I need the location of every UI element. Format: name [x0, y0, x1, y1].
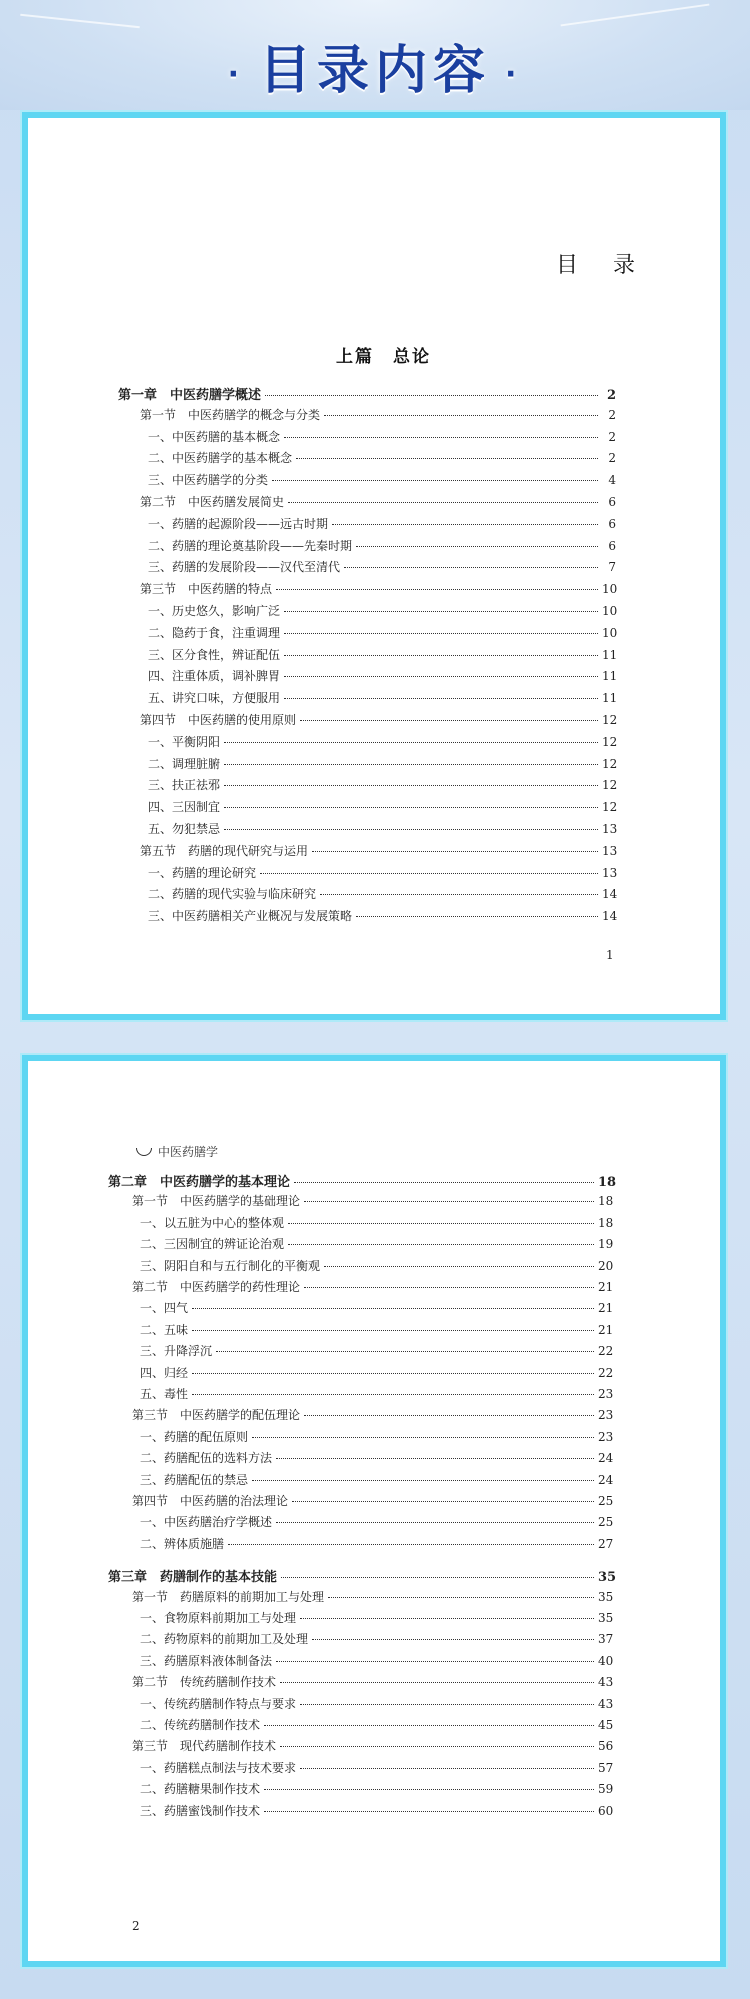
toc-item[interactable] [148, 776, 616, 793]
toc-section[interactable] [140, 580, 616, 597]
dot-leader [324, 1266, 594, 1267]
toc-section[interactable] [132, 1492, 612, 1509]
toc-entry-title: 一、中医药膳治疗学概述 [140, 1515, 273, 1530]
toc-entry-page: 13 [602, 865, 618, 880]
toc-item[interactable] [148, 471, 616, 488]
dot-leader [300, 1768, 594, 1769]
dot-leader [276, 1458, 594, 1459]
toc-entry-title: 第三节 现代药膳制作技术 [132, 1739, 277, 1754]
toc-entry-title: 三、区分食性，辨证配伍 [148, 647, 281, 662]
toc-entry-page: 37 [598, 1632, 614, 1647]
dot-leader [294, 1182, 594, 1183]
toc-entry-title: 一、药膳的起源阶段——远古时期 [148, 516, 329, 531]
toc-entry-title: 二、药膳的现代实验与临床研究 [148, 887, 317, 902]
toc-entry-page: 11 [602, 691, 618, 706]
toc-entry-title: 三、中医药膳学的分类 [148, 473, 269, 488]
banner [0, 0, 750, 110]
toc-entry-title: 三、中医药膳相关产业概况与发展策略 [148, 909, 353, 924]
toc-entry-page: 11 [602, 647, 618, 662]
toc-entry-title: 二、药膳配伍的选料方法 [140, 1451, 273, 1466]
toc-entry-page: 43 [598, 1675, 614, 1690]
dot-leader [300, 1704, 594, 1705]
toc-item[interactable] [140, 1342, 612, 1359]
toc-entry-title: 二、药膳的理论奠基阶段——先秦时期 [148, 538, 353, 553]
dot-leader [284, 633, 598, 634]
page-number: 2 [132, 1919, 140, 1933]
toc-item[interactable] [140, 1321, 612, 1338]
dot-leader [300, 1618, 594, 1619]
dot-leader [356, 546, 598, 547]
toc-entry-title: 三、药膳原料液体制备法 [140, 1653, 273, 1668]
toc-entry-title: 第四节 中医药膳的治法理论 [132, 1494, 289, 1508]
toc-entry-page: 21 [598, 1301, 614, 1316]
toc-entry-title: 一、历史悠久，影响广泛 [148, 604, 281, 618]
dot-leader [252, 1437, 594, 1438]
dot-leader [328, 1597, 594, 1598]
dot-leader [304, 1287, 594, 1288]
toc-entry-title: 第三节 中医药膳学的配伍理论 [132, 1408, 301, 1423]
dot-leader [284, 698, 598, 699]
toc-entry-title: 四、三因制宜 [148, 800, 221, 815]
dot-leader [216, 1351, 594, 1352]
dot-leader [228, 1544, 594, 1545]
dot-leader [264, 1789, 594, 1790]
toc-entry-page: 27 [598, 1536, 614, 1551]
toc-item[interactable] [148, 885, 616, 902]
toc-entry-title: 二、调理脏腑 [148, 756, 221, 771]
toc-entry-title: 四、注重体质，调补脾胃 [148, 669, 281, 684]
toc-entry-page: 6 [608, 495, 616, 509]
toc-entry-title: 一、四气 [140, 1301, 189, 1316]
toc-entry-title: 第二章 中医药膳学的基本理论 [108, 1175, 291, 1190]
toc-item[interactable] [140, 1652, 612, 1669]
toc-entry-title: 第三节 中医药膳的特点 [140, 582, 273, 597]
toc-entry-page: 40 [598, 1653, 614, 1668]
dot-leader [192, 1308, 594, 1309]
toc-item[interactable] [148, 907, 616, 924]
dot-leader [224, 742, 598, 743]
toc-entry-title: 五、勿犯禁忌 [148, 822, 221, 836]
dot-leader [265, 395, 598, 396]
dot-leader [288, 502, 598, 503]
toc-entry-title: 第一节 药膳原料的前期加工与处理 [132, 1589, 325, 1604]
toc-item[interactable] [148, 755, 616, 772]
toc-entry-page: 2 [608, 451, 616, 466]
toc-item[interactable] [140, 1609, 612, 1626]
toc-entry-page: 19 [598, 1237, 614, 1252]
dot-leader [280, 1746, 594, 1747]
dot-leader [296, 458, 598, 459]
dot-leader [332, 524, 598, 525]
toc-item[interactable] [148, 733, 616, 750]
dot-leader [284, 655, 598, 656]
dot-leader [280, 1682, 594, 1683]
toc-entry-title: 五、毒性 [140, 1387, 189, 1401]
toc-entry-page: 12 [602, 734, 618, 749]
toc-entry-page: 2 [608, 407, 616, 422]
toc-entry-page: 10 [602, 582, 618, 597]
toc-chapter[interactable] [108, 1566, 617, 1586]
toc-item[interactable] [140, 1802, 612, 1819]
running-header-text: 中医药膳学 [158, 1145, 219, 1159]
toc-section[interactable] [132, 1737, 612, 1754]
toc-entry-page: 18 [598, 1215, 614, 1230]
toc-item[interactable] [140, 1299, 612, 1316]
dot-leader [192, 1330, 594, 1331]
toc-entry-title: 二、传统药膳制作技术 [140, 1718, 261, 1732]
toc-item[interactable] [148, 798, 616, 815]
toc-item[interactable] [140, 1257, 612, 1274]
dot-leader [292, 1501, 594, 1502]
toc-entry-page: 25 [598, 1515, 614, 1530]
toc-item[interactable] [140, 1471, 612, 1488]
banner-title-text: 目录内容 [258, 41, 491, 101]
toc-entry-title: 二、中医药膳学的基本概念 [148, 451, 293, 466]
dot-leader [288, 1244, 594, 1245]
dot-leader [300, 720, 598, 721]
toc-entry-page: 10 [602, 604, 618, 618]
dot-leader [260, 873, 598, 874]
toc-entry-page: 7 [608, 560, 616, 575]
toc-entry-title: 三、扶正祛邪 [148, 778, 221, 793]
toc-entry-page: 24 [598, 1451, 614, 1466]
dot-leader [284, 437, 598, 438]
toc-item[interactable] [148, 515, 616, 532]
title-dot-right: · [505, 56, 523, 92]
toc-entry-page: 13 [602, 822, 618, 836]
toc-entry-page: 35 [598, 1589, 614, 1604]
dot-leader [288, 1223, 594, 1224]
toc-entry-title: 二、药膳糖果制作技术 [140, 1782, 261, 1797]
toc-entry-page: 11 [602, 669, 618, 684]
toc-entry-page: 60 [598, 1803, 614, 1818]
dot-leader [272, 480, 598, 481]
toc-entry-title: 五、讲究口味，方便服用 [148, 691, 281, 706]
toc-entry-title: 一、传统药膳制作特点与要求 [140, 1696, 297, 1711]
toc-entry-page: 56 [598, 1739, 614, 1754]
page-number: 1 [606, 948, 614, 962]
toc-item[interactable] [140, 1214, 612, 1231]
toc-item[interactable] [148, 667, 616, 684]
toc-entry-page: 12 [602, 713, 618, 727]
toc-entry-page: 35 [598, 1570, 617, 1586]
toc-entry-page: 18 [598, 1175, 617, 1190]
toc-entry-page: 59 [598, 1782, 614, 1797]
toc-entry-page: 23 [598, 1387, 614, 1401]
toc-item[interactable] [148, 820, 616, 837]
toc-entry-page: 4 [608, 473, 616, 488]
toc-item[interactable] [140, 1235, 612, 1252]
toc-entry-page: 23 [598, 1429, 614, 1444]
toc-section[interactable] [132, 1278, 612, 1295]
toc-chapter[interactable] [118, 384, 616, 403]
toc-entry-title: 二、药物原料的前期加工及处理 [140, 1632, 309, 1647]
toc-entry-page: 45 [598, 1718, 614, 1732]
toc-entry-title: 三、阴阳自和与五行制化的平衡观 [140, 1258, 321, 1273]
toc-item[interactable] [148, 449, 616, 466]
toc-entry-page: 21 [598, 1322, 614, 1337]
toc-entry-title: 第一节 中医药膳学的基础理论 [132, 1194, 301, 1209]
dot-leader [304, 1201, 594, 1202]
toc-entry-page: 6 [608, 516, 616, 531]
decorative-line [561, 4, 710, 27]
toc-entry-title: 第四节 中医药膳的使用原则 [140, 713, 297, 727]
toc-item[interactable] [140, 1716, 612, 1733]
toc-item[interactable] [148, 646, 616, 663]
toc-entry-title: 三、药膳蜜饯制作技术 [140, 1803, 261, 1818]
toc-entry-title: 一、食物原料前期加工与处理 [140, 1611, 297, 1625]
toc-section[interactable] [140, 406, 616, 423]
toc-item[interactable] [140, 1513, 612, 1530]
toc-item[interactable] [140, 1759, 612, 1776]
toc-item[interactable] [140, 1535, 612, 1552]
toc-chapter[interactable] [108, 1171, 617, 1190]
toc-item[interactable] [140, 1449, 612, 1466]
toc-item[interactable] [148, 558, 616, 575]
toc-entry-title: 一、药膳的配伍原则 [140, 1429, 249, 1444]
dot-leader [252, 1480, 594, 1481]
toc-entry-title: 二、隐药于食，注重调理 [148, 625, 281, 640]
toc-page-2 [22, 1055, 726, 1967]
toc-entry-title: 第五节 药膳的现代研究与运用 [140, 843, 309, 858]
dot-leader [192, 1373, 594, 1374]
toc-entry-page: 2 [608, 429, 616, 444]
dot-leader [276, 589, 598, 590]
toc-entry-page: 14 [602, 887, 618, 902]
toc-entry-page: 10 [602, 625, 618, 640]
dot-leader [281, 1577, 594, 1578]
toc-entry-title: 三、药膳的发展阶段——汉代至清代 [148, 560, 341, 575]
toc-entry-page: 22 [598, 1344, 614, 1359]
toc-entry-page: 20 [598, 1258, 614, 1273]
toc-entry-page: 12 [602, 778, 618, 793]
toc-item[interactable] [140, 1630, 612, 1647]
dot-leader [276, 1661, 594, 1662]
dot-leader [284, 611, 598, 612]
toc-entry-title: 三、药膳配伍的禁忌 [140, 1472, 249, 1487]
toc-entry-title: 一、以五脏为中心的整体观 [140, 1215, 285, 1230]
running-header [136, 1143, 218, 1160]
toc-item[interactable] [140, 1780, 612, 1797]
toc-item[interactable] [148, 689, 616, 706]
dot-leader [344, 567, 598, 568]
banner-title [0, 28, 750, 103]
toc-entry-page: 6 [608, 538, 616, 553]
toc-entry-page: 24 [598, 1472, 614, 1487]
toc-entry-title: 第一节 中医药膳学的概念与分类 [140, 407, 321, 422]
dot-leader [324, 415, 598, 416]
toc-section[interactable] [132, 1588, 612, 1605]
toc-item[interactable] [140, 1428, 612, 1445]
toc-entry-title: 二、五味 [140, 1322, 189, 1337]
toc-item[interactable] [140, 1364, 612, 1381]
toc-page-1 [22, 112, 726, 1020]
toc-entry-page: 57 [598, 1760, 614, 1775]
dot-leader [264, 1811, 594, 1812]
title-dot-left: · [227, 56, 245, 92]
toc-item[interactable] [148, 602, 616, 619]
toc-entry-title: 二、辨体质施膳 [140, 1536, 225, 1551]
toc-entry-page: 18 [598, 1194, 614, 1209]
dot-leader [224, 807, 598, 808]
dot-leader [264, 1725, 594, 1726]
toc-item[interactable] [148, 864, 616, 881]
dot-leader [276, 1522, 594, 1523]
toc-entry-title: 四、归经 [140, 1365, 189, 1380]
toc-entry-title: 二、三因制宜的辨证论治观 [140, 1237, 285, 1252]
toc-item[interactable] [140, 1695, 612, 1712]
toc-heading: 目 录 [556, 253, 649, 278]
dot-leader [304, 1415, 594, 1416]
dot-leader [312, 851, 598, 852]
toc-entry-title: 一、药膳的理论研究 [148, 865, 257, 880]
toc-entry-title: 一、中医药膳的基本概念 [148, 429, 281, 444]
dot-leader [312, 1639, 594, 1640]
toc-item[interactable] [140, 1385, 612, 1402]
toc-entry-title: 一、药膳糕点制法与技术要求 [140, 1760, 297, 1775]
toc-entry-title: 三、升降浮沉 [140, 1344, 213, 1359]
toc-entry-page: 14 [602, 909, 618, 924]
toc-entry-title: 第二节 传统药膳制作技术 [132, 1675, 277, 1690]
toc-entry-page: 2 [606, 388, 616, 403]
toc-section[interactable] [132, 1406, 612, 1423]
toc-item[interactable] [148, 428, 616, 445]
toc-entry-title: 第一章 中医药膳学概述 [118, 388, 262, 403]
decorative-line [20, 14, 140, 29]
toc-entry-page: 25 [598, 1494, 614, 1508]
toc-entry-page: 12 [602, 756, 618, 771]
bowl-icon [136, 1148, 152, 1156]
toc-entry-page: 21 [598, 1280, 614, 1294]
toc-entry-title: 第二节 中医药膳学的药性理论 [132, 1280, 301, 1294]
toc-entry-title: 第二节 中医药膳发展简史 [140, 495, 285, 509]
dot-leader [284, 676, 598, 677]
dot-leader [224, 764, 598, 765]
toc-item[interactable] [148, 537, 616, 554]
toc-entry-page: 23 [598, 1408, 614, 1423]
toc-section[interactable] [140, 711, 616, 728]
toc-section[interactable] [132, 1192, 612, 1209]
part-heading: 上篇 总论 [336, 347, 431, 367]
dot-leader [356, 916, 598, 917]
toc-section[interactable] [140, 842, 616, 859]
dot-leader [192, 1394, 594, 1395]
toc-entry-page: 12 [602, 800, 618, 815]
toc-entry-title: 第三章 药膳制作的基本技能 [108, 1570, 278, 1586]
toc-item[interactable] [148, 624, 616, 641]
dot-leader [320, 894, 598, 895]
toc-entry-page: 35 [598, 1611, 614, 1625]
toc-section[interactable] [132, 1673, 612, 1690]
toc-entry-page: 13 [602, 843, 618, 858]
toc-section[interactable] [140, 493, 616, 510]
dot-leader [224, 829, 598, 830]
toc-entry-page: 22 [598, 1365, 614, 1380]
dot-leader [224, 785, 598, 786]
toc-entry-page: 43 [598, 1696, 614, 1711]
toc-entry-title: 一、平衡阴阳 [148, 734, 221, 749]
